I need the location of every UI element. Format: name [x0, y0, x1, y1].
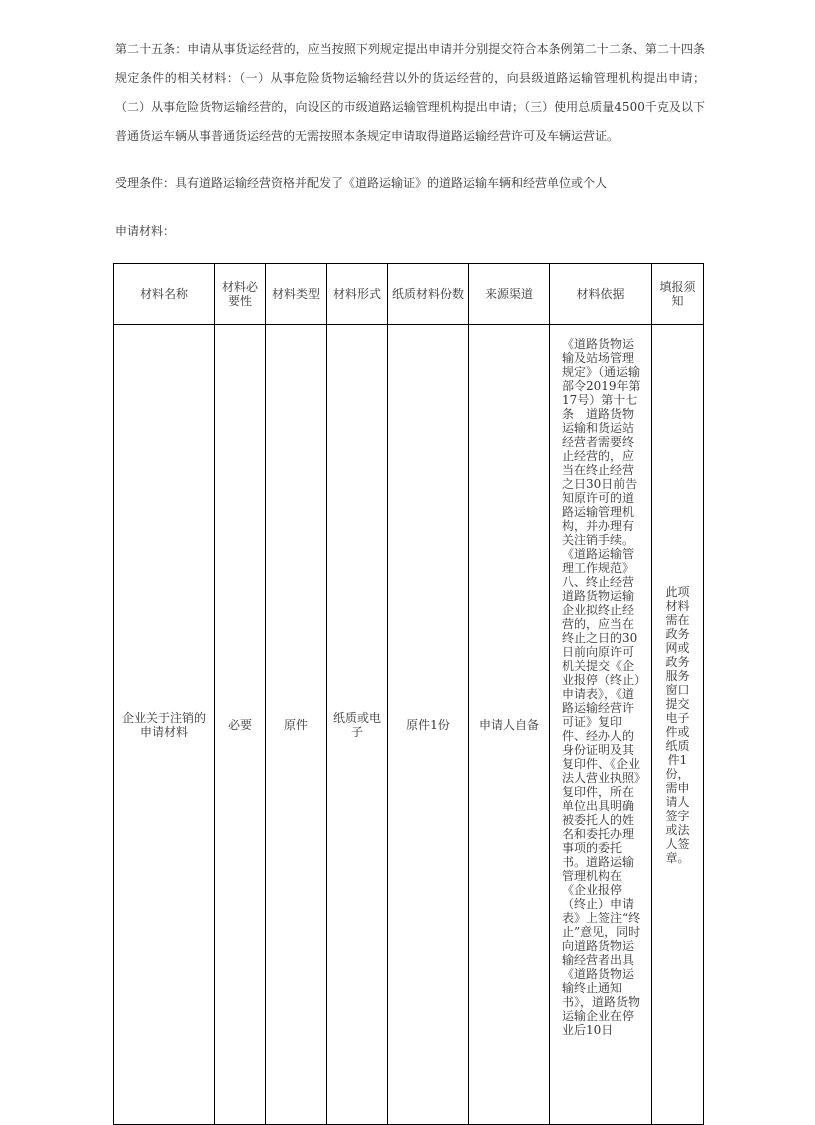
cell-material-type: 原件 — [266, 325, 327, 1125]
article-text: 第二十五条：申请从事货运经营的，应当按照下列规定提出申请并分别提交符合本条例第二十二条、第二十四条规定条件的相关材料：（一）从事危险货物运输经营以外的货运经营的，向县级道路运输管理机构提出申请；（二）从事危险货物运输经营的，向设区的市级道路运输管理机构提出申请；（三）使用总质量4500千克及以下普通货运车辆从事普通货运经营的无需按照本条规定申请取得道路运输经营许可及车辆运营证。 — [115, 42, 705, 143]
header-material-form: 材料形式 — [327, 264, 388, 325]
header-material-name: 材料名称 — [114, 264, 215, 325]
cell-material-form: 纸质或电子 — [327, 325, 388, 1125]
cell-filling-notice: 此项材料需在政务网或政务服务窗口提交电子件或纸质件1份，需申请人签字或法人签章。 — [652, 325, 704, 1125]
header-material-type: 材料类型 — [266, 264, 327, 325]
header-source-channel: 来源渠道 — [469, 264, 550, 325]
table-row — [114, 325, 704, 1125]
cell-paper-copies: 原件1份 — [388, 325, 469, 1125]
header-filling-notice: 填报须知 — [652, 264, 704, 325]
header-paper-copies: 纸质材料份数 — [388, 264, 469, 325]
header-material-basis: 材料依据 — [550, 264, 652, 325]
acceptance-condition: 受理条件：具有道路运输经营资格并配发了《道路运输证》的道路运输车辆和经营单位或个人 — [115, 176, 608, 190]
cell-source-channel: 申请人自备 — [469, 325, 550, 1125]
cell-material-name: 企业关于注销的申请材料 — [114, 325, 215, 1125]
cell-material-required: 必要 — [215, 325, 266, 1125]
materials-table — [113, 263, 704, 1125]
cell-material-basis: 《道路货物运输及站场管理规定》（通运输部令2019年第17号）第十七条 道路货物运输和货运站经营者需要终止经营的，应当在终止经营之日30日前告知原许可的道路运输管理机构，并办理有关注销手续。《道路运输管理工作规范》八、终止经营 道路货物运输企业拟终止经营的，应当在终止之日的30日前向原许可机关提交《企业报停（终止）申请表》，《道路运输经营许可证》复印件、经办人的身份证明及其复印件、《企业法人营业执照》复印件，所在单位出具明确被委托人的姓名和委托办理事项的委托书。道路运输管理机构在《企业报停（终止）申请表》上签注“终止”意见，同时向道路货物运输经营者出具《道路货物运输终止通知书》，道路货物运输企业在停业后10日 — [550, 325, 652, 1125]
materials-label: 申请材料： — [115, 224, 176, 238]
table-header-row — [114, 264, 704, 325]
header-material-required: 材料必要性 — [215, 264, 266, 325]
